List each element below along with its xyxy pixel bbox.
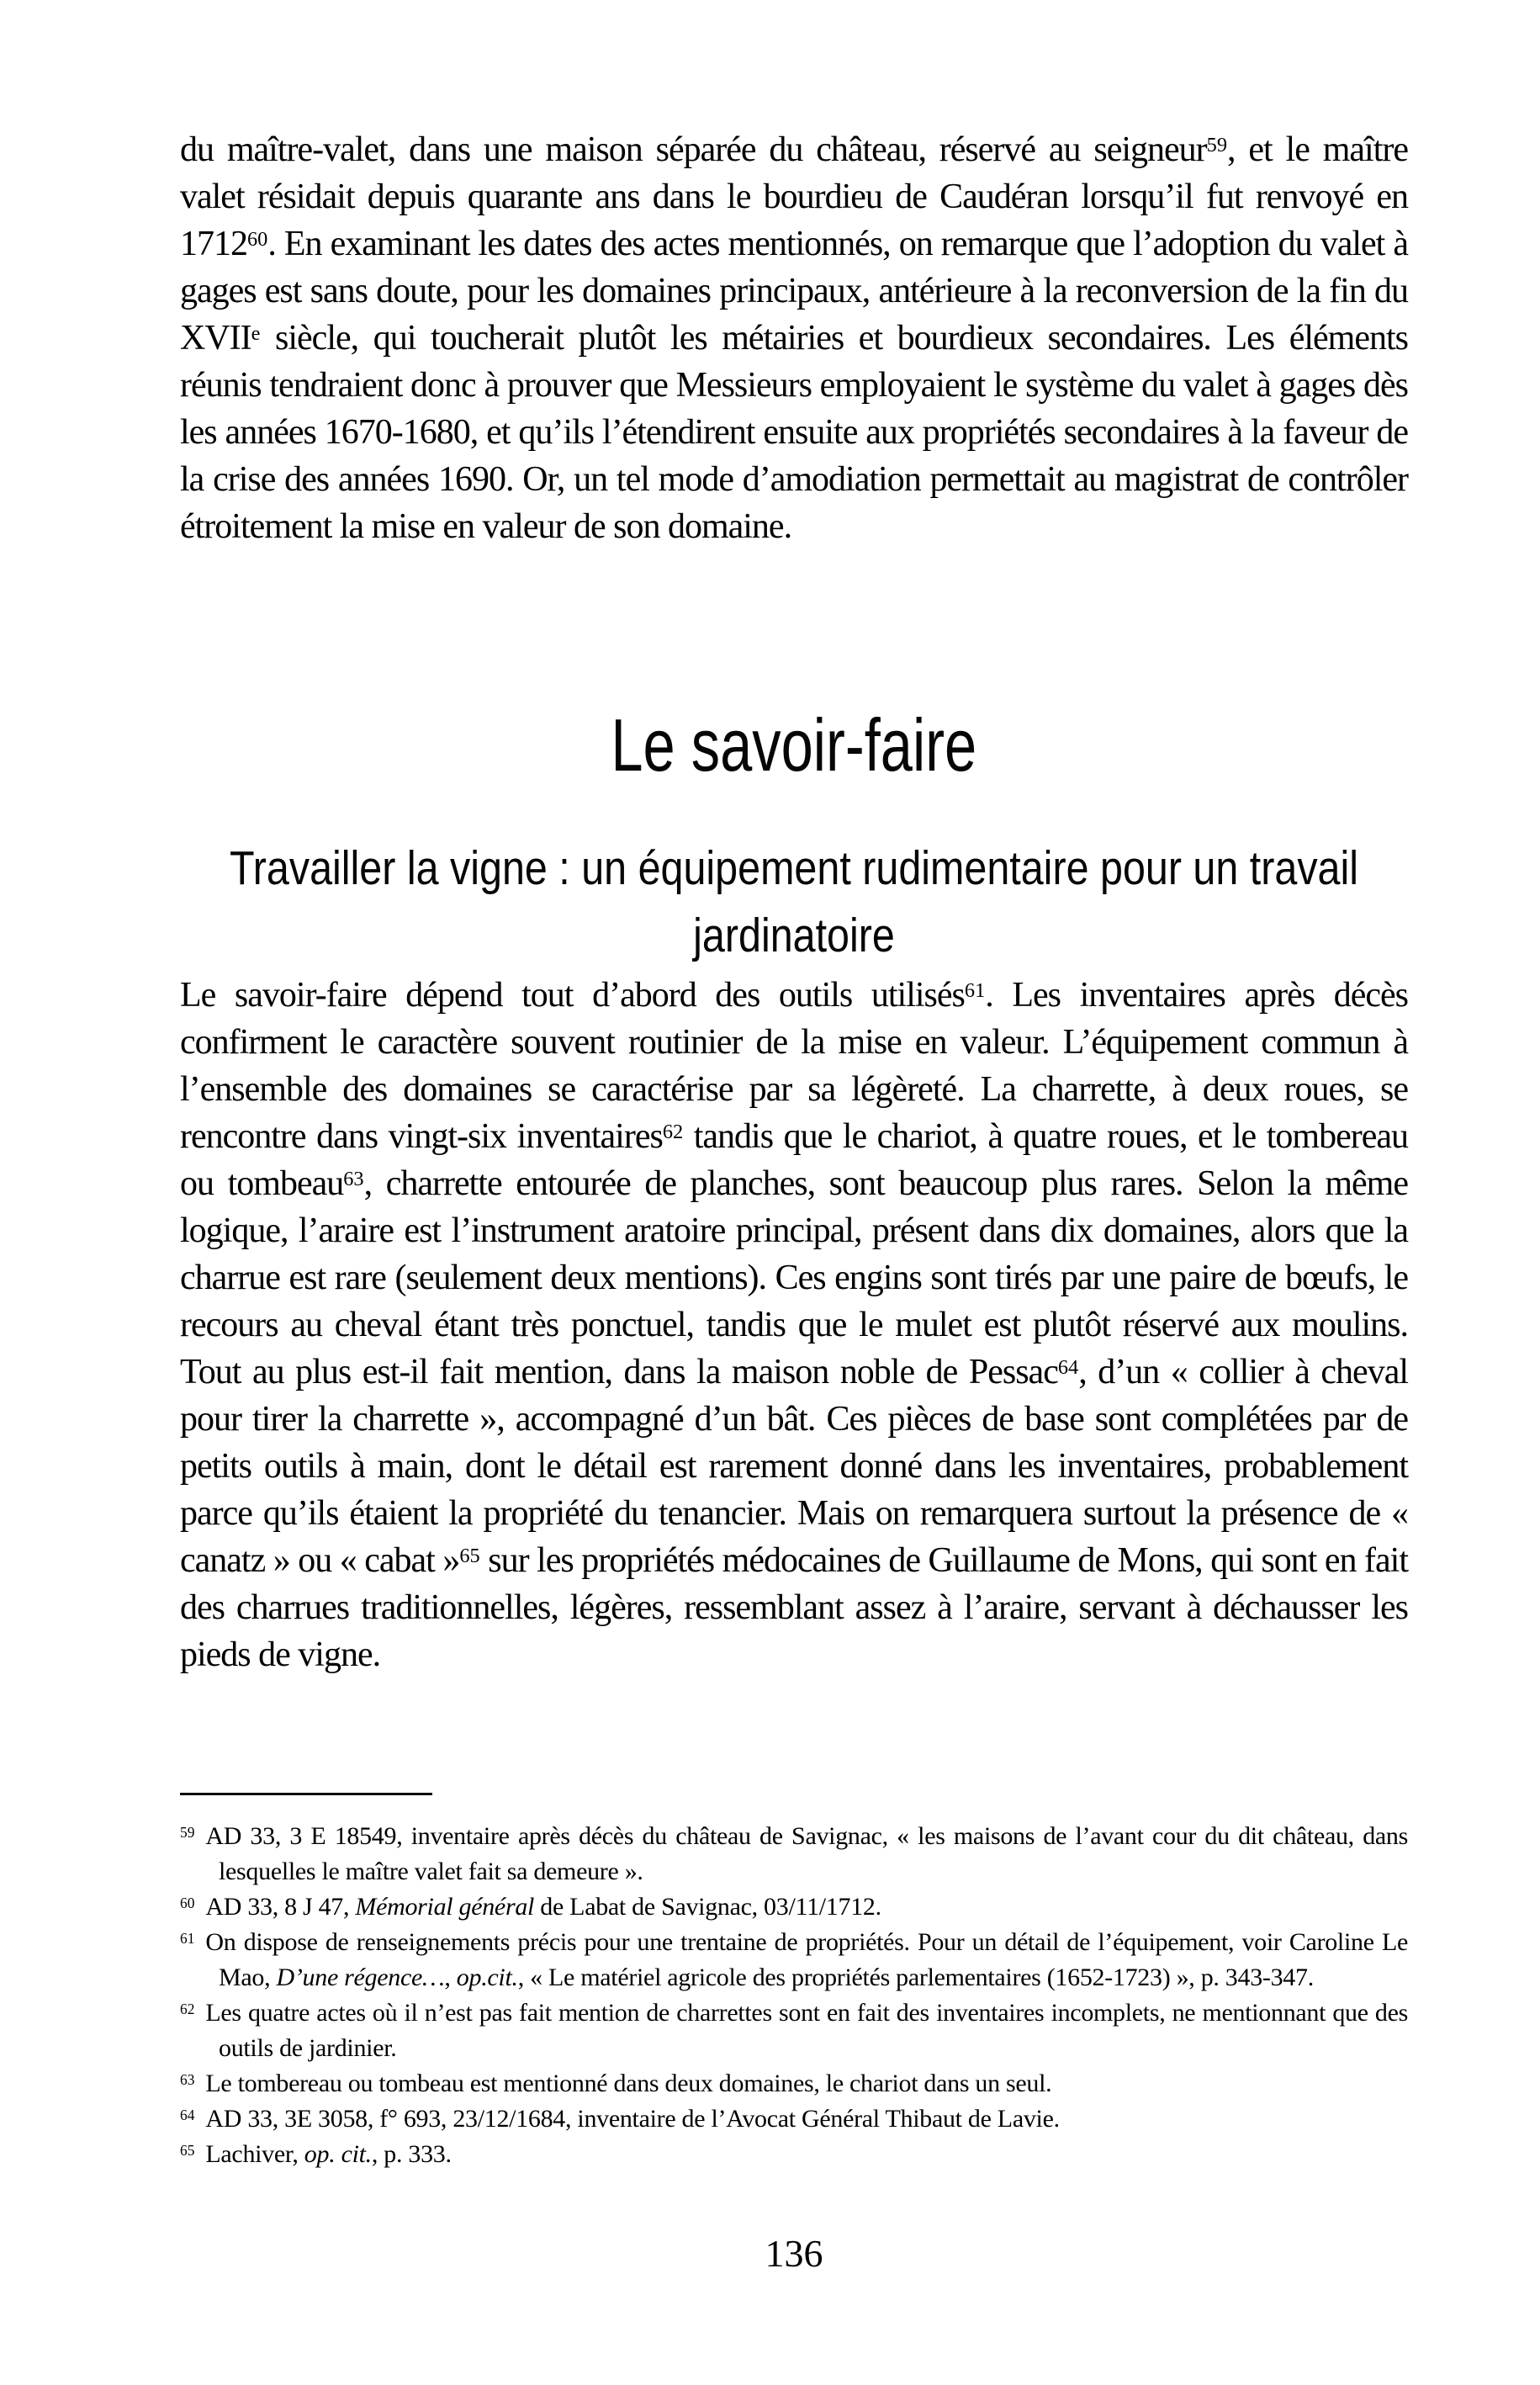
body-paragraph-2: Le savoir-faire dépend tout d’abord des outils utilisés$^{61}$. Les inventaires après décès confirment le caractère souvent routinier de la mise en valeur. L’équipement commun à l’ensemble des domaines se caractérise par sa légèreté. La charrette, à deux roues, se rencontre dans vingt-six inventaires$^{62}$ tandis que le chariot, à quatre roues, et le tombereau ou tombeau$^{63}$, charrette entourée de planches, sont beaucoup plus rares. Selon la même logique, l’araire est l’instrument aratoire principal, présent dans dix domaines, alors que la charrue est rare (seulement deux mentions). Ces engins sont tirés par une paire de bœufs, le recours au cheval étant très ponctuel, tandis que le mulet est plutôt réservé aux moulins. Tout au plus est-il fait mention, dans la maison noble de Pessac$^{64}$, d’un « collier à cheval pour tirer la charrette », accompagné d’un bât. Ces pièces de base sont complétées par de petits outils à main, dont le détail est rarement donné dans les inventaires, probablement parce qu’ils étaient la propriété du tenancier. Mais on remarquera surtout la présence de « canatz » ou « cabat »$^{65}$ sur les propriétés médocaines de Guillaume de Mons, qui sont en fait des charrues traditionnelles, légères, ressemblant assez à l’araire, servant à déchausser les pieds de vigne. [180,976,1408,1674]
footnotes-list [180,1819,1408,2172]
footnote-text: AD 33, 3 E 18549, inventaire après décès du château de Savignac, « les maisons de l’avant cour du dit château, dans lesquelles le maître valet fait sa demeure ». [205,1822,1408,1885]
footnote [180,2137,1408,2172]
footnote-text: On dispose de renseignements précis pour une trentaine de propriétés. Pour un détail de l’équipement, voir Caroline Le Mao, D’une régence…, op.cit., « Le matériel agricole des propriétés parlementaires (1652-1723) », p. 343-347. [205,1928,1408,1991]
footnote-separator [180,1793,432,1795]
footnote [180,1925,1408,1995]
footnote-text: Les quatre actes où il n’est pas fait mention de charrettes sont en fait des inventaires incomplets, ne mentionnant que des outils de jardinier. [205,1999,1408,2062]
subsection-heading: Travailler la vigne : un équipement rudimentaire pour un travail jardinatoire [229,841,1359,962]
footnote-text: Lachiver, op. cit., p. 333. [205,2140,452,2168]
body-paragraph-1: du maître-valet, dans une maison séparée du château, réservé au seigneur$^{59}$, et le maître valet résidait depuis quarante ans dans le bourdieu de Caudéran lorsqu’il fut renvoyé en 1712$^{60}$. En examinant les dates des actes mentionnés, on remarque que l’adoption du valet à gages est sans doute, pour les domaines principaux, antérieure à la reconversion de la fin du XVIIe siècle, qui toucherait plutôt les métairies et bourdieux secondaires. Les éléments réunis tendraient donc à prouver que Messieurs employaient le système du valet à gages dès les années 1670-1680, et qu’ils l’étendirent ensuite aux propriétés secondaires à la faveur de la crise des années 1690. Or, un tel mode d’amodiation permettait au magistrat de contrôler étroitement la mise en valeur de son domaine. [180,130,1408,546]
footnote-text: Le tombereau ou tombeau est mentionné dans deux domaines, le chariot dans un seul. [205,2070,1052,2097]
footnote-number: 61 [180,1930,195,1948]
footnote [180,1889,1408,1925]
footnote-number: 59 [180,1824,195,1842]
section-heading-text: Le savoir-faire [611,703,977,787]
footnote-number: 64 [180,2107,195,2124]
footnote-number: 65 [180,2142,195,2160]
footnote-number: 60 [180,1895,195,1912]
footnote-number: 62 [180,2001,195,2018]
footnote [180,2066,1408,2101]
footnote [180,1995,1408,2066]
footnote [180,2101,1408,2137]
footnote-text: AD 33, 3E 3058, f° 693, 23/12/1684, inventaire de l’Avocat Général Thibaut de Lavie. [205,2105,1060,2133]
footnote-number: 63 [180,2071,195,2089]
footnote-text: AD 33, 8 J 47, Mémorial général de Labat de Savignac, 03/11/1712. [205,1893,881,1921]
footnote [180,1819,1408,1889]
page-number: 136 [765,2232,823,2275]
section-heading [180,705,1408,786]
